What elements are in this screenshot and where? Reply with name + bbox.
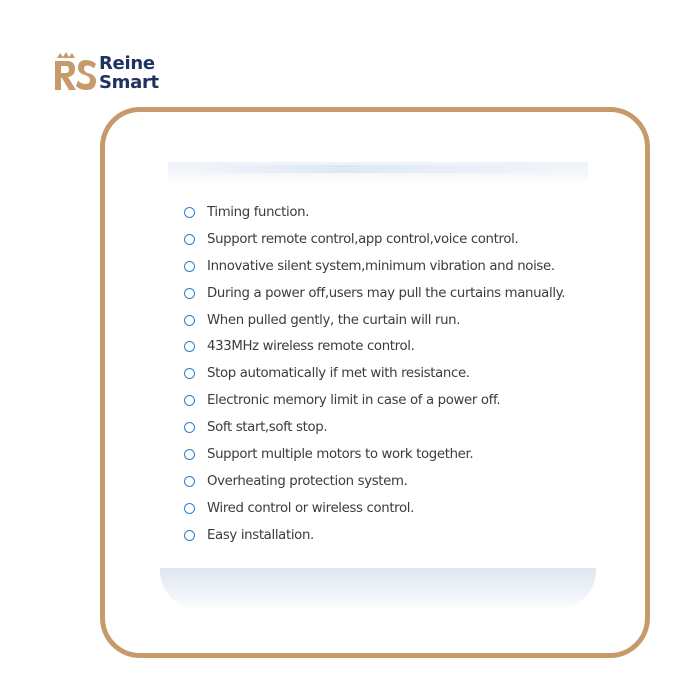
brand-wordmark (99, 54, 159, 92)
feature-item (184, 253, 565, 280)
feature-text: Soft start,soft stop. (207, 420, 328, 436)
circle-bullet-icon (184, 341, 195, 352)
feature-item (184, 441, 565, 468)
feature-text: Stop automatically if met with resistance. (207, 366, 470, 382)
feature-item (184, 495, 565, 522)
feature-item (184, 307, 565, 334)
feature-item (184, 414, 565, 441)
feature-item (184, 280, 565, 307)
feature-item (184, 360, 565, 387)
feature-item (184, 387, 565, 414)
feature-text: Innovative silent system,minimum vibration and noise. (207, 258, 555, 274)
feature-text: Wired control or wireless control. (207, 500, 415, 516)
feature-sheet (160, 162, 596, 617)
brand-logo (52, 49, 159, 95)
circle-bullet-icon (184, 503, 195, 514)
feature-text: Support multiple motors to work together. (207, 446, 474, 462)
feature-text: Support remote control,app control,voice control. (207, 231, 519, 247)
circle-bullet-icon (184, 449, 195, 460)
brand-name-line1: Reine (99, 53, 155, 74)
circle-bullet-icon (184, 207, 195, 218)
feature-frame (100, 107, 650, 658)
feature-text: Easy installation. (207, 527, 314, 543)
reine-smart-logo-icon (52, 49, 98, 95)
feature-text: Overheating protection system. (207, 473, 408, 489)
circle-bullet-icon (184, 530, 195, 541)
feature-text: During a power off,users may pull the curtains manually. (207, 285, 566, 301)
feature-text: When pulled gently, the curtain will run. (207, 312, 461, 328)
circle-bullet-icon (184, 261, 195, 272)
feature-item (184, 522, 565, 549)
feature-text: Timing function. (207, 204, 310, 220)
circle-bullet-icon (184, 288, 195, 299)
circle-bullet-icon (184, 422, 195, 433)
feature-item (184, 468, 565, 495)
circle-bullet-icon (184, 315, 195, 326)
feature-list (184, 199, 565, 549)
feature-item (184, 199, 565, 226)
circle-bullet-icon (184, 368, 195, 379)
sheet-top-shadow (168, 162, 588, 184)
feature-text: 433MHz wireless remote control. (207, 339, 415, 355)
sheet-bottom-shadow (160, 568, 596, 610)
brand-name-line2: Smart (99, 72, 159, 93)
circle-bullet-icon (184, 234, 195, 245)
feature-item (184, 333, 565, 360)
circle-bullet-icon (184, 395, 195, 406)
feature-item (184, 226, 565, 253)
feature-text: Electronic memory limit in case of a power off. (207, 393, 501, 409)
circle-bullet-icon (184, 476, 195, 487)
